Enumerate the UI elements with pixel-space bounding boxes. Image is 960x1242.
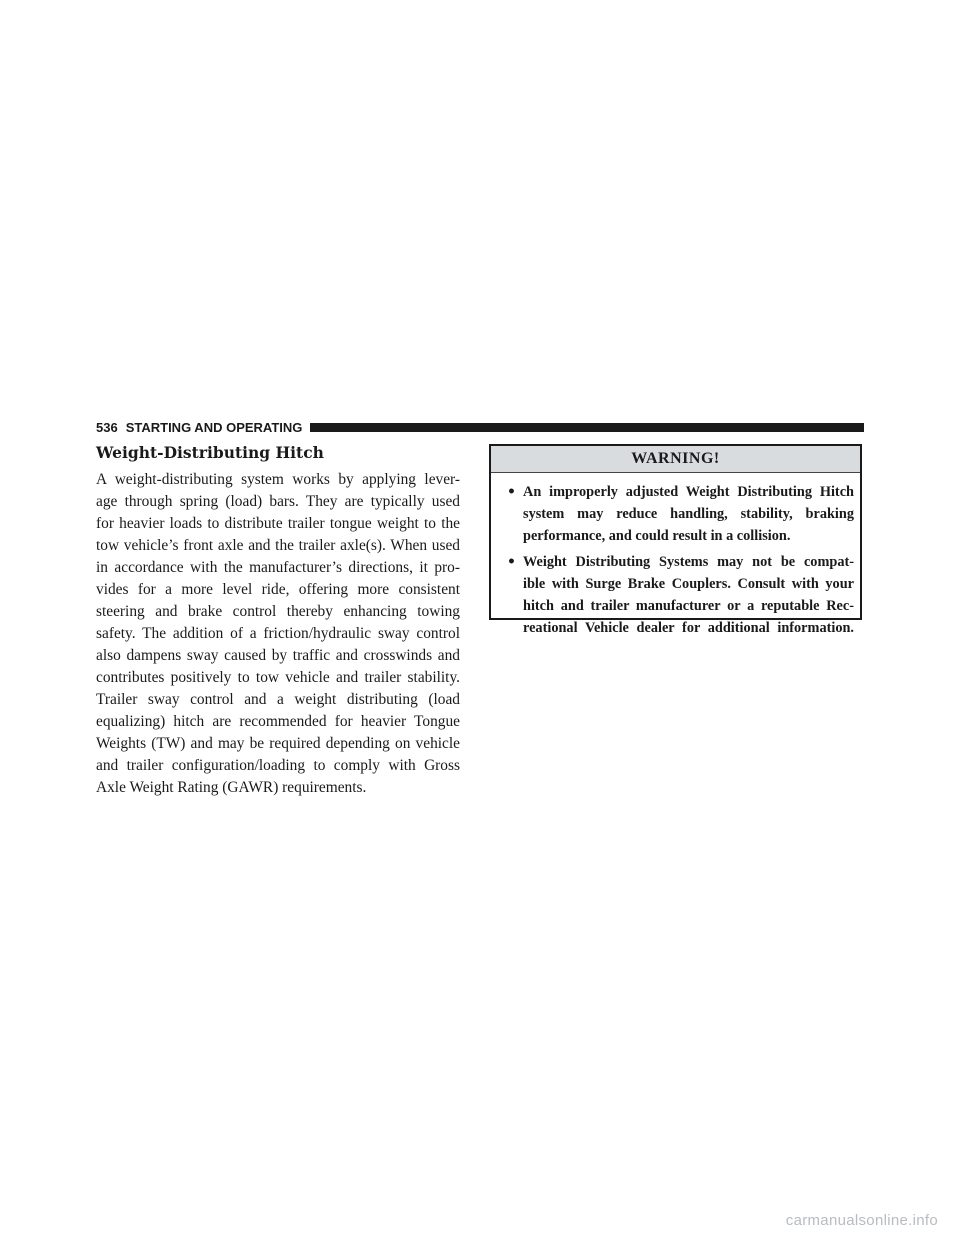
- bullet-icon: •: [507, 484, 516, 500]
- body-line: equalizing) hitch are recommended for heavier Tongue: [96, 713, 460, 730]
- watermark: carmanualsonline.info: [785, 1212, 938, 1229]
- bullet-icon: •: [507, 554, 516, 570]
- body-line: Weights (TW) and may be required depending on vehicle: [96, 735, 460, 752]
- body-text: [96, 469, 460, 799]
- warning-line: performance, and could result in a collision.: [523, 528, 791, 544]
- warning-line: reational Vehicle dealer for additional information.: [523, 620, 854, 636]
- body-line: Trailer sway control and a weight distributing (load: [96, 691, 460, 708]
- body-line: Axle Weight Rating (GAWR) requirements.: [96, 779, 367, 796]
- warning-line: system may reduce handling, stability, braking: [523, 506, 854, 522]
- body-line: contributes positively to tow vehicle and trailer stability.: [96, 669, 460, 686]
- page-header: [96, 418, 864, 436]
- body-line: age through spring (load) bars. They are typically used: [96, 493, 460, 510]
- body-line: for heavier loads to distribute trailer tongue weight to the: [96, 515, 460, 532]
- body-line: also dampens sway caused by traffic and crosswinds and: [96, 647, 460, 664]
- body-line: safety. The addition of a friction/hydraulic sway control: [96, 625, 460, 642]
- warning-line: hitch and trailer manufacturer or a reputable Rec-: [523, 598, 854, 614]
- warning-line: Weight Distributing Systems may not be compat-: [523, 554, 854, 570]
- body-line: and trailer configuration/loading to comply with Gross: [96, 757, 460, 774]
- body-line: tow vehicle’s front axle and the trailer axle(s). When used: [96, 537, 460, 554]
- section-title: STARTING AND OPERATING: [125, 419, 303, 435]
- page-number: 536: [96, 419, 118, 435]
- warning-line: ible with Surge Brake Couplers. Consult with your: [523, 576, 854, 592]
- warning-title: WARNING!: [491, 446, 860, 473]
- warning-item: [503, 551, 854, 639]
- body-line: A weight-distributing system works by applying lever-: [96, 471, 460, 488]
- warning-item: [503, 481, 854, 547]
- warning-box: [489, 444, 862, 636]
- body-line: in accordance with the manufacturer’s directions, it pro-: [96, 559, 460, 576]
- warning-list: [491, 473, 860, 639]
- section-heading: Weight-Distributing Hitch: [96, 443, 324, 462]
- body-line: vides for a more level ride, offering more consistent: [96, 581, 460, 598]
- header-rule: [310, 423, 864, 432]
- warning-line: An improperly adjusted Weight Distributing Hitch: [523, 484, 854, 500]
- body-line: steering and brake control thereby enhancing towing: [96, 603, 460, 620]
